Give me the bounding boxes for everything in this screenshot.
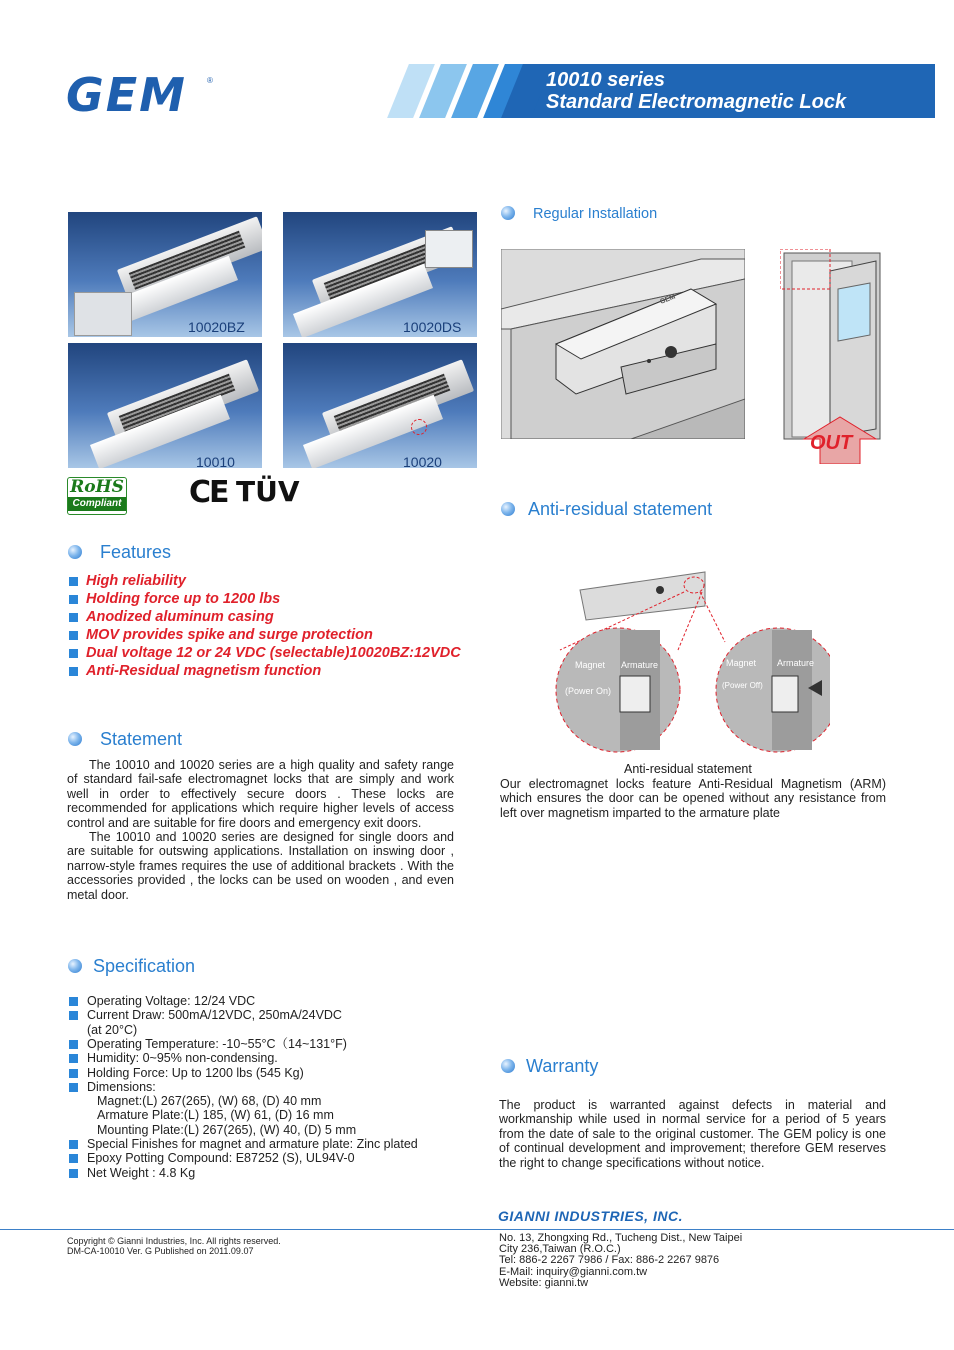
product-label: 10010 bbox=[196, 454, 235, 468]
spec-line: Mounting Plate:(L) 267(265), (W) 40, (D) 5 mm bbox=[97, 1122, 357, 1137]
copyright-notice: Copyright © Gianni Industries, Inc. All rights reserved. DM-CA-10010 Ver. G Published on 2011.09.07 bbox=[67, 1236, 281, 1256]
spec-bullet-icon bbox=[69, 1069, 78, 1078]
installation-bullet-icon bbox=[501, 206, 515, 220]
features-heading: Features bbox=[100, 542, 172, 562]
anti-residual-heading: Anti-residual statement bbox=[528, 499, 713, 519]
sensor-inset bbox=[425, 230, 473, 268]
footer-divider bbox=[0, 1229, 954, 1230]
tuv-mark: TÜV bbox=[236, 475, 300, 508]
armature-label: Armature bbox=[777, 658, 815, 668]
spec-bullet-icon bbox=[69, 1083, 78, 1092]
feature-item: MOV provides spike and surge protection bbox=[86, 627, 373, 643]
anti-residual-body: Our electromagnet locks feature Anti-Residual Magnetism (ARM) which ensures the door can be opened without any resistance from left over magnetism imparted to the armature plate bbox=[500, 777, 886, 820]
spec-bullet-icon bbox=[69, 997, 78, 1006]
power-on-label: (Power On) bbox=[565, 686, 612, 696]
power-off-label: (Power Off) bbox=[722, 681, 763, 690]
magnet-label: Magnet bbox=[726, 658, 757, 668]
spec-line: Holding Force: Up to 1200 lbs (545 Kg) bbox=[87, 1065, 304, 1080]
out-label: OUT bbox=[810, 432, 853, 454]
product-photo-10020 bbox=[283, 343, 477, 468]
gem-logo: GEM bbox=[66, 68, 187, 122]
statement-heading: Statement bbox=[100, 729, 183, 749]
company-address: No. 13, Zhongxing Rd., Tucheng Dist., New Taipei City 236,Taiwan (R.O.C.) Tel: 886-2 2267 7986 / Fax: 886-2 2267 9876 E-Mail: inquiry@gianni.com.tw Website: gianni.tw bbox=[499, 1232, 743, 1289]
email-link[interactable]: E-Mail: inquiry@gianni.com.tw bbox=[499, 1265, 648, 1278]
statement-body bbox=[67, 758, 454, 902]
company-name: GIANNI INDUSTRIES, INC. bbox=[498, 1208, 683, 1224]
led-highlight bbox=[411, 419, 427, 435]
spec-bullet-icon bbox=[69, 1140, 78, 1149]
feature-item: High reliability bbox=[86, 573, 186, 589]
spec-line: Operating Voltage: 12/24 VDC bbox=[87, 994, 256, 1008]
rohs-badge: RoHS Compliant bbox=[67, 477, 127, 515]
feature-item: Anodized aluminum casing bbox=[86, 609, 274, 625]
spec-line: Epoxy Potting Compound: E87252 (S), UL94V-0 bbox=[87, 1151, 355, 1166]
feature-item: Anti-Residual magnetism function bbox=[86, 663, 322, 679]
feature-bullet-icon bbox=[69, 577, 78, 586]
specification-bullet-icon bbox=[68, 959, 82, 973]
statement-paragraph: The 10010 and 10020 series are a high quality and safety range of standard fail-safe electromagnet locks that are simply and work well in order to effectively secure doors . These locks are recommended for applications which require higher levels of access control and are suitable for fire doors and emergency exit doors. bbox=[67, 758, 454, 830]
spec-line: Dimensions: bbox=[87, 1079, 156, 1094]
warranty-bullet-icon bbox=[501, 1059, 515, 1073]
spec-bullet-icon bbox=[69, 1040, 78, 1049]
spec-line: Net Weight : 4.8 Kg bbox=[87, 1165, 196, 1180]
spec-line: Special Finishes for magnet and armature plate: Zinc plated bbox=[87, 1137, 418, 1151]
website-link[interactable]: Website: gianni.tw bbox=[499, 1276, 589, 1289]
statement-paragraph: The 10010 and 10020 series are designed for single doors and are suitable for outswing applications. Installation on inswing door , narrow-style frames requires the use of additional brackets . With the accessories provided , the locks can be used on wooden , and even metal door. bbox=[67, 830, 454, 902]
spec-line: Humidity: 0~95% non-condensing. bbox=[87, 1051, 278, 1066]
product-photo-10020ds bbox=[283, 212, 477, 337]
sounder-inset bbox=[74, 292, 132, 336]
spec-line: Current Draw: 500mA/12VDC, 250mA/24VDC bbox=[87, 1008, 342, 1023]
series-title: 10010 series bbox=[546, 69, 666, 91]
ce-mark: CE bbox=[189, 475, 228, 510]
specification-heading: Specification bbox=[93, 956, 196, 976]
installation-heading: Regular Installation bbox=[533, 206, 658, 222]
installation-closeup-illustration bbox=[501, 249, 745, 439]
spec-line: Armature Plate:(L) 185, (W) 61, (D) 16 mm bbox=[97, 1108, 334, 1123]
feature-bullet-icon bbox=[69, 649, 78, 658]
magnet-label: Magnet bbox=[575, 660, 606, 670]
feature-item: Holding force up to 1200 lbs bbox=[86, 591, 281, 607]
feature-bullet-icon bbox=[69, 631, 78, 640]
anti-residual-caption: Anti-residual statement bbox=[624, 762, 752, 776]
feature-bullet-icon bbox=[69, 613, 78, 622]
feature-bullet-icon bbox=[69, 667, 78, 676]
product-photo-10020bz bbox=[68, 212, 262, 337]
product-label: 10020BZ bbox=[188, 319, 245, 335]
warranty-body: The product is warranted against defects in material and workmanship while used in normal service for a period of 5 years from the date of sale to the original customer. The GEM policy is one of continual development and improvement; therefore GEM reserves the right to change specifications without notice. bbox=[499, 1098, 886, 1170]
armature-label: Armature bbox=[621, 660, 659, 670]
anti-residual-bullet-icon bbox=[501, 502, 515, 516]
spec-bullet-icon bbox=[69, 1054, 78, 1063]
spec-line: (at 20°C) bbox=[87, 1022, 138, 1037]
spec-line: Operating Temperature: -10~55°C（14~131°F) bbox=[87, 1036, 347, 1051]
statement-bullet-icon bbox=[68, 732, 82, 746]
features-bullet-icon bbox=[68, 545, 82, 559]
product-label: 10020 bbox=[403, 454, 442, 468]
product-label: 10020DS bbox=[403, 319, 462, 335]
product-title: Standard Electromagnetic Lock bbox=[546, 91, 847, 113]
anti-residual-illustration bbox=[550, 568, 830, 760]
lock-brand-label: GEM bbox=[659, 293, 677, 306]
spec-bullet-icon bbox=[69, 1154, 78, 1163]
feature-item: Dual voltage 12 or 24 VDC (selectable)10020BZ:12VDC bbox=[86, 645, 461, 661]
title-banner bbox=[526, 64, 935, 118]
warranty-heading: Warranty bbox=[526, 1056, 599, 1076]
door-installation-illustration bbox=[780, 249, 884, 464]
feature-bullet-icon bbox=[69, 595, 78, 604]
registered-mark: ® bbox=[207, 76, 213, 85]
spec-bullet-icon bbox=[69, 1011, 78, 1020]
spec-line: Magnet:(L) 267(265), (W) 68, (D) 40 mm bbox=[97, 1094, 322, 1109]
product-photo-10010 bbox=[68, 343, 262, 468]
spec-bullet-icon bbox=[69, 1169, 78, 1178]
